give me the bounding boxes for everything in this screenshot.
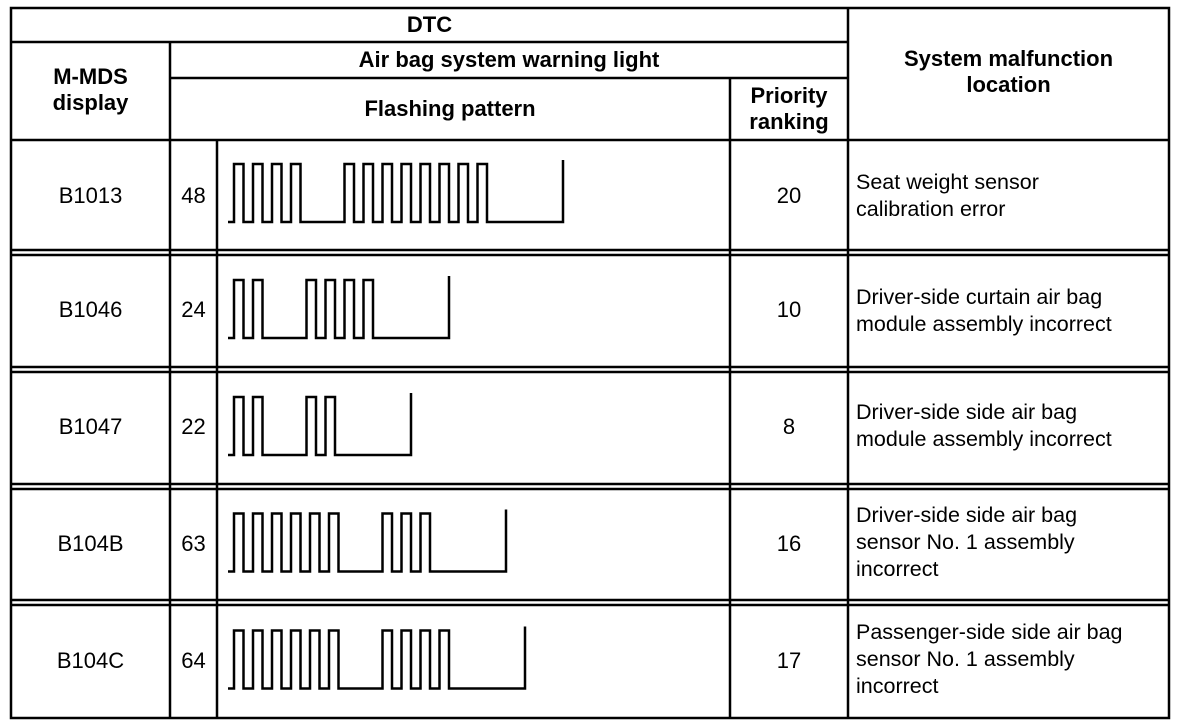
header-flashing-pattern: Flashing pattern <box>364 96 536 121</box>
dtc-code-cell: B1047 <box>58 414 123 439</box>
malfunction-location-cell: Seat weight sensor calibration error <box>856 170 1039 221</box>
dtc-code-cell: B1013 <box>58 183 123 208</box>
flash-count-cell: 48 <box>181 183 206 208</box>
header-warning-light: Air bag system warning light <box>358 47 660 72</box>
priority-cell: 8 <box>782 414 796 439</box>
priority-cell: 10 <box>776 297 802 322</box>
flash-count-cell: 24 <box>181 297 206 322</box>
header-priority-ranking: Priority ranking <box>749 83 829 134</box>
malfunction-location-cell: Driver-side curtain air bag module assembly incorrect <box>856 285 1112 336</box>
flashing-pattern-waveform <box>228 627 525 689</box>
header-malfunction-location: System malfunction location <box>903 46 1114 97</box>
priority-cell: 16 <box>776 531 802 556</box>
malfunction-location-cell: Driver-side side air bag module assembly incorrect <box>856 400 1112 451</box>
priority-cell: 17 <box>776 648 802 673</box>
dtc-code-cell: B1046 <box>58 297 123 322</box>
priority-cell: 20 <box>776 183 802 208</box>
flash-count-cell: 64 <box>181 648 206 673</box>
flashing-pattern-waveform <box>228 276 449 338</box>
flash-count-cell: 22 <box>181 414 206 439</box>
dtc-code-cell: B104B <box>57 531 124 556</box>
header-mmds-display: M-MDS display <box>52 64 129 115</box>
malfunction-location-cell: Passenger-side side air bag sensor No. 1 assembly incorrect <box>856 620 1123 698</box>
flashing-pattern-waveform <box>228 393 411 455</box>
header-dtc: DTC <box>406 12 453 37</box>
flashing-pattern-waveform <box>228 510 506 572</box>
malfunction-location-cell: Driver-side side air bag sensor No. 1 assembly incorrect <box>856 503 1078 581</box>
flash-count-cell: 63 <box>181 531 206 556</box>
flashing-pattern-waveform <box>228 160 563 222</box>
dtc-code-cell: B104C <box>56 648 125 673</box>
